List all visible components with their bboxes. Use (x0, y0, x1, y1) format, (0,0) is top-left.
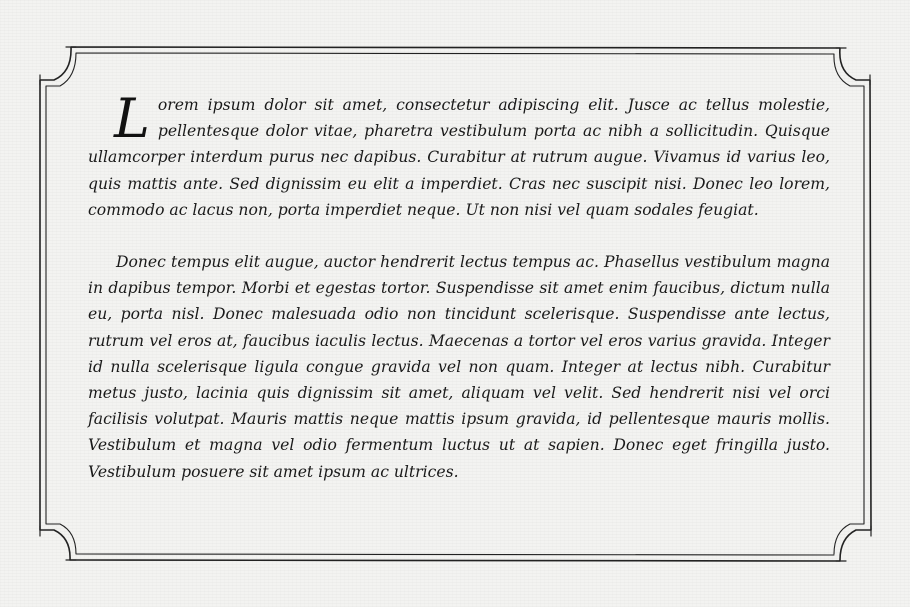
body-text (88, 87, 830, 485)
paragraph-1 (88, 87, 830, 223)
paragraph-2 (88, 249, 830, 485)
paragraph-1-text: orem ipsum dolor sit amet, consectetur adipiscing elit. Jusce ac tellus molestie, pellentesque dolor vitae, pharetra vestibulum porta ac nibh a sollicitudin. Quisque ullamcorper interdum purus nec dapibus. Curabitur at rutrum augue. Vivamus id varius leo, quis mattis ante. Sed dignissim eu elit a imperdiet. Cras nec suscipit nisi. Donec leo lorem, commodo ac lacus non, porta imperdiet neque. Ut non nisi vel quam sodales feugiat. (88, 96, 830, 219)
drop-cap: L (114, 87, 150, 150)
paragraph-2-text: Donec tempus elit augue, auctor hendrerit lectus tempus ac. Phasellus vestibulum magna in dapibus tempor. Morbi et egestas tortor. Suspendisse sit amet enim faucibus, dictum nulla eu, porta nisl. Donec malesuada odio non tincidunt scelerisque. Suspendisse ante lectus, rutrum vel eros at, faucibus iaculis lectus. Maecenas a tortor vel eros varius gravida. Integer id nulla scelerisque ligula congue gravida vel non quam. Integer at lectus nibh. Curabitur metus justo, lacinia quis dignissim sit amet, aliquam vel velit. Sed hendrerit nisi vel orci facilisis volutpat. Mauris mattis neque mattis ipsum gravida, id pellentesque mauris mollis. Vestibulum et magna vel odio fermentum luctus ut at sapien. Donec eget fringilla justo. Vestibulum posuere sit amet ipsum ac ultrices. (88, 253, 830, 481)
